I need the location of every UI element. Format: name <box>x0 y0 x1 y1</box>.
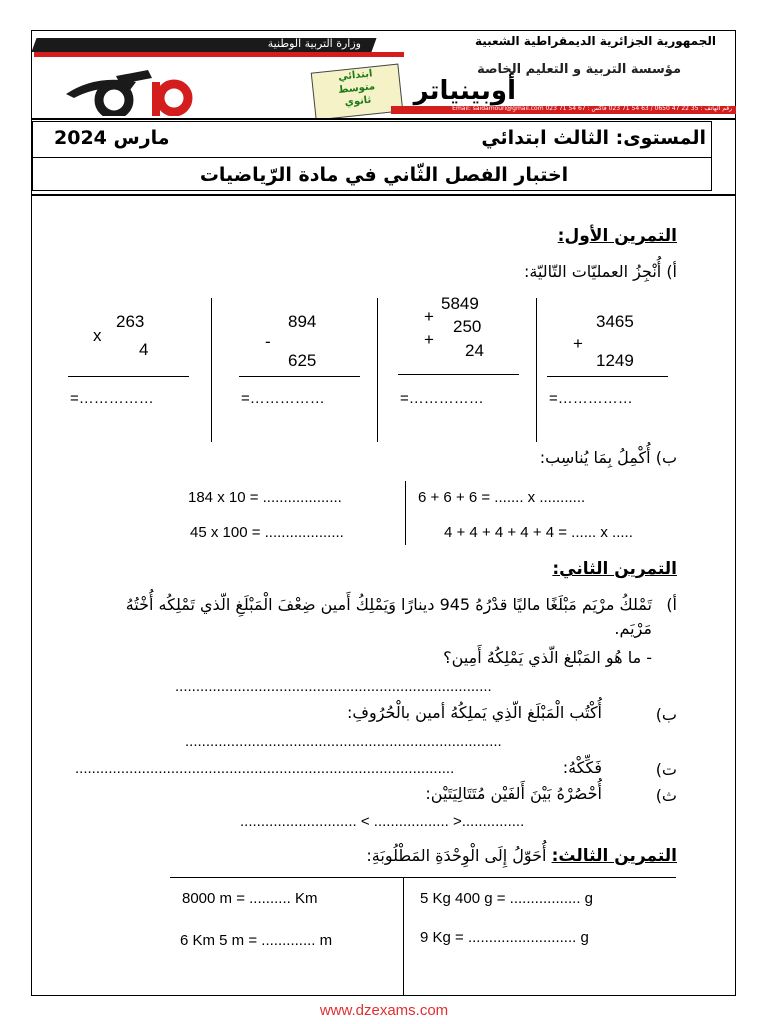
ex2-b-answer-line: ............................................................................ <box>185 733 502 750</box>
exercise-3-instruction: أُحَوّلُ إِلَى الْوِحْدَةِ المَطْلُوبَةِ: <box>366 846 552 865</box>
fill-r1-right: 6 + 6 + 6 = ....... x ........... <box>418 489 586 506</box>
ex2-a-question: - ما هُو المَبْلغ الّذي يَمْلِكُهُ أَمِين؟ <box>443 648 652 667</box>
op3-result: =…………… <box>241 390 325 407</box>
op2-row2: 250 <box>453 317 482 336</box>
badge-line: ابتدائي <box>337 68 373 83</box>
op2-row3: 24 <box>465 341 484 360</box>
ex3-divider <box>403 877 404 995</box>
exam-date: مارس 2024 <box>54 127 170 149</box>
ex2-a-answer-line: ............................................................................ <box>175 678 492 695</box>
ex2-d-text: أُحْصُرْهُ بَيْنَ أَلفَيْن مُتَتَالِيَتَيْن: <box>425 784 602 803</box>
ex3-r1-right: 5 Kg 400 g = ................. g <box>420 890 594 907</box>
brand-logo-icon <box>56 70 206 116</box>
info-top-rule <box>31 118 736 120</box>
op1-row2: 1249 <box>596 351 634 370</box>
ex2-c-answer-line: ........................................................................................... <box>75 760 455 777</box>
exercise-3-heading <box>366 846 677 866</box>
ex3-r1-left: 8000 m = .......... Km <box>182 890 318 907</box>
ex2-c-label: ت) <box>655 760 677 779</box>
op2-sign: + <box>424 307 434 326</box>
republic-name: الجمهورية الجزائرية الديمقراطية الشعبية <box>474 34 716 48</box>
op2-row1: 5849 <box>441 294 479 313</box>
ministry-name: وزارة التربية الوطنية <box>267 37 361 50</box>
ex2-b-label: ب) <box>655 705 677 724</box>
ex2-a-text: تَمْلكُ مرْيَم مَبْلَغًا ماليًا قدْرُهُ 945 دينارًا وَيَمْلِكُ أَمين ضِعْفَ الْمَبْلَغِ الّذي تَمْلِكُه أُخْتُهُ مَرْيَم. <box>125 595 652 638</box>
ex2-c-text: فَكِّكْهُ: <box>562 758 602 777</box>
footer-website: www.dzexams.com <box>319 1002 449 1019</box>
op4-sign: x <box>93 326 102 345</box>
institution-name: مؤسسة التربية و التعليم الخاصة <box>477 62 681 77</box>
op4-row1: 263 <box>116 312 145 331</box>
ex3-r2-right: 9 Kg = .......................... g <box>420 929 589 946</box>
op1-row1: 3465 <box>596 312 634 331</box>
brand-name: أوبينياتر <box>413 76 516 106</box>
contact-info: رقم الهاتف : 35 22 47 0650 / 63 54 71 023 فاكس : 67 54 71 023 Email: saidamouri@gmail.com <box>452 105 732 112</box>
school-levels-badge <box>311 64 404 118</box>
op1-result: =…………… <box>549 390 633 407</box>
op3-rule <box>239 376 360 377</box>
op4-result: =…………… <box>70 390 154 407</box>
exercise-1-part-b: ب) أُكْمِلُ بِمَا يُناسِب: <box>539 448 677 467</box>
exam-title: اختبار الفصل الثّاني في مادة الرّياضيات <box>199 164 569 186</box>
ex3-r2-left: 6 Km 5 m = ............. m <box>180 932 333 949</box>
info-bottom-rule <box>31 194 736 196</box>
header-red-band <box>34 52 404 57</box>
fill-divider <box>405 481 406 545</box>
op2-sign: + <box>424 330 434 349</box>
op1-sign: + <box>573 334 583 353</box>
badge-line: متوسط <box>337 81 376 96</box>
grade-level: المستوى: الثالث ابتدائي <box>481 127 706 149</box>
op2-rule <box>398 374 519 375</box>
header-banner <box>31 30 736 118</box>
op3-row1: 894 <box>288 312 317 331</box>
op1-rule <box>547 376 668 377</box>
fill-r2-left: 45 x 100 = ................... <box>190 524 344 541</box>
ex2-d-answer-frame: ............................ < .................. >............... <box>240 813 525 830</box>
fill-r2-right: 4 + 4 + 4 + 4 + 4 = ...... x ..... <box>444 524 633 541</box>
op2-result: =…………… <box>400 390 484 407</box>
exercise-1-part-a: أ) أُنْجِزُ العمليّات التّاليّة: <box>523 262 677 281</box>
exercise-3-title: التمرين الثالث: <box>551 846 677 866</box>
ops-divider <box>377 298 378 442</box>
fill-r1-left: 184 x 10 = ................... <box>188 489 342 506</box>
ex2-d-label: ث) <box>655 786 677 805</box>
ex2-a-label: أ) <box>666 595 677 614</box>
exercise-2-title: التمرين الثاني: <box>552 559 677 579</box>
op4-rule <box>68 376 189 377</box>
ops-divider <box>211 298 212 442</box>
ex3-top-rule <box>170 877 676 878</box>
op3-sign: - <box>265 332 271 351</box>
exercise-1-title: التمرين الأول: <box>557 226 677 246</box>
op4-row2: 4 <box>139 340 149 359</box>
ops-divider <box>536 298 537 442</box>
ex2-b-text: أُكْتُب الْمَبْلَغ الّذِي يَملِكُهُ أمين بالْحُرُوفِ: <box>347 703 602 722</box>
badge-line: ثانوي <box>344 94 372 109</box>
op3-row2: 625 <box>288 351 317 370</box>
